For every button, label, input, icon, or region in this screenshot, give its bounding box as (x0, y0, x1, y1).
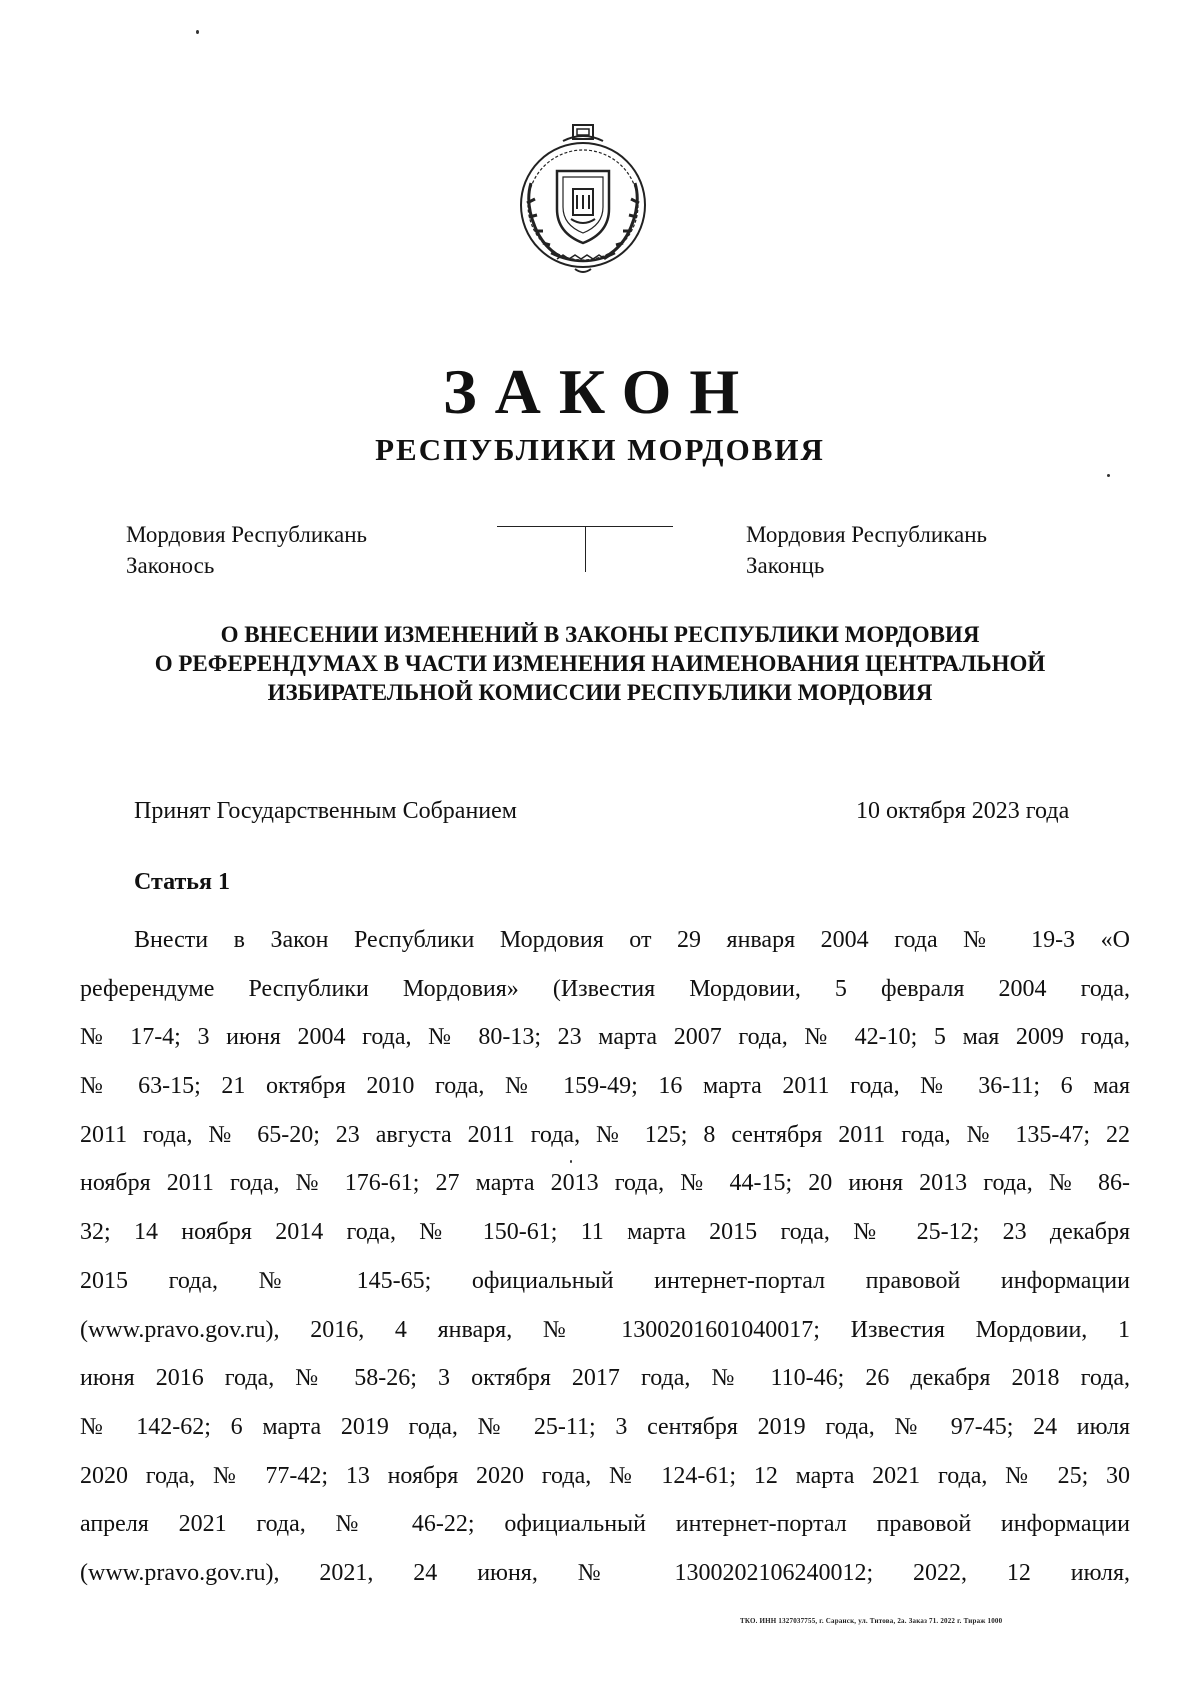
lang-right-line: Мордовия Республикань (746, 522, 988, 547)
registration-line-vertical (585, 526, 586, 572)
body-line: (www.pravo.gov.ru), 2021, 24 июня, № 1300202106240012; 2022, 12 июля, (80, 1559, 1130, 1586)
body-line: (www.pravo.gov.ru), 2016, 4 января, № 1300201601040017; Известия Мордовии, 1 (80, 1316, 1130, 1343)
registration-mark (497, 526, 673, 574)
body-line: 2015 года, № 145-65; официальный интернет-портал правовой информации (80, 1267, 1130, 1294)
lang-left-line: Законось (126, 553, 215, 578)
body-line: ноября 2011 года, № 176-61; 27 марта 2013 года, № 44-15; 20 июня 2013 года, № 86- (80, 1170, 1130, 1197)
adopted-date: 10 октября 2023 года (856, 798, 1070, 824)
article-body (80, 924, 1130, 1606)
heading-line: ИЗБИРАТЕЛЬНОЙ КОМИССИИ РЕСПУБЛИКИ МОРДОВИЯ (267, 680, 933, 705)
body-line: Внести в Закон Республики Мордовия от 29 января 2004 года № 19-З «О (134, 927, 1130, 953)
body-line: апреля 2021 года, № 46-22; официальный интернет-портал правовой информации (80, 1511, 1130, 1538)
heading-line: О РЕФЕРЕНДУМАХ В ЧАСТИ ИЗМЕНЕНИЯ НАИМЕНОВАНИЯ ЦЕНТРАЛЬНОЙ (154, 651, 1046, 676)
lang-right-line: Законць (746, 553, 825, 578)
lang-left-line: Мордовия Республикань (126, 522, 368, 547)
mordovian-law-label-right (746, 519, 987, 581)
mordovian-law-label-left (126, 519, 367, 581)
law-subtitle: РЕСПУБЛИКИ МОРДОВИЯ (375, 432, 825, 467)
body-line: № 63-15; 21 октября 2010 года, № 159-49; 16 марта 2011 года, № 36-11; 6 мая (80, 1073, 1130, 1100)
article-title: Статья 1 (134, 869, 230, 895)
coat-of-arms-emblem (513, 123, 653, 283)
body-line: № 17-4; 3 июня 2004 года, № 80-13; 23 марта 2007 года, № 42-10; 5 мая 2009 года, (80, 1024, 1130, 1051)
body-line: июня 2016 года, № 58-26; 3 октября 2017 года, № 110-46; 26 декабря 2018 года, (80, 1365, 1130, 1392)
body-line: референдуме Республики Мордовия» (Известия Мордовии, 5 февраля 2004 года, (80, 975, 1130, 1002)
printing-imprint: ТКО. ИНН 1327037755, г. Саранск, ул. Титова, 2а. Заказ 71. 2022 г. Тираж 1000 (740, 1617, 1003, 1625)
adopted-label: Принят Государственным Собранием (134, 798, 517, 824)
scan-speck (1107, 474, 1110, 477)
body-line: 32; 14 ноября 2014 года, № 150-61; 11 марта 2015 года, № 25-12; 23 декабря (80, 1219, 1130, 1246)
law-heading (100, 620, 1100, 707)
scan-speck (570, 1160, 572, 1163)
body-line: 2011 года, № 65-20; 23 августа 2011 года, № 125; 8 сентября 2011 года, № 135-47; 22 (80, 1121, 1130, 1148)
body-line: № 142-62; 6 марта 2019 года, № 25-11; 3 сентября 2019 года, № 97-45; 24 июля (80, 1413, 1130, 1440)
body-line: 2020 года, № 77-42; 13 ноября 2020 года, № 124-61; 12 марта 2021 года, № 25; 30 (80, 1462, 1130, 1489)
law-title: ЗАКОН (442, 356, 758, 427)
heading-line: О ВНЕСЕНИИ ИЗМЕНЕНИЙ В ЗАКОНЫ РЕСПУБЛИКИ МОРДОВИЯ (220, 622, 980, 647)
scan-speck (196, 30, 199, 34)
coat-of-arms-icon (513, 123, 653, 283)
